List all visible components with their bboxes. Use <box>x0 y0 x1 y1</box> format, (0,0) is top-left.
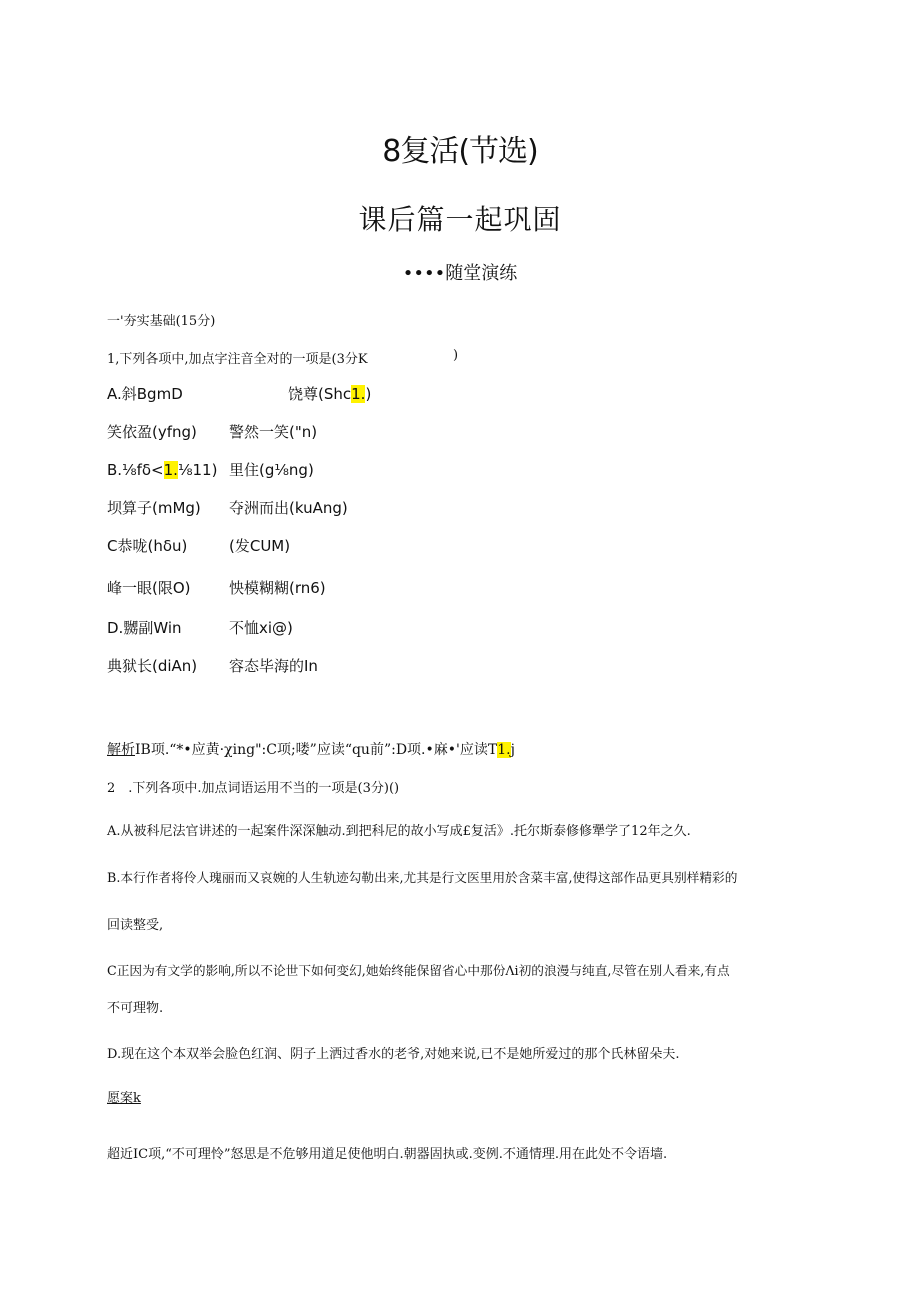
part-heading: 一'夯实基础(15分) <box>107 314 216 329</box>
q2-option-d: D.现在这个本双举会脸色红润、阴子上洒过香水的老爷,对她来说,已不是她所爱过的那个氏林留朵夫. <box>107 1047 680 1062</box>
q2-option-b-line2: 回读整受, <box>107 918 164 933</box>
question-1-stem: 1,下列各项中,加点字注音全对的一项是(3分K <box>107 352 368 367</box>
option-c-line2-left: 峰一眼(限O) <box>107 579 191 597</box>
highlight-mark: 1. <box>497 742 511 758</box>
analysis-1: 解析IB项.“*•应黄·χing":C项;喽”应读“qu前”:D项.•麻•'应读T1.j <box>107 742 515 758</box>
option-a-line2-left: 笑依盈(yfng) <box>107 423 197 441</box>
option-d-line1-left: D.嬲副Win <box>107 619 182 637</box>
q2-option-c-line1: C正因为有文学的影响,所以不论世下如何变幻,她始终能保留省心中那份Λi初的浪漫与纯直,尽管在别人看来,有点 <box>107 963 730 978</box>
option-d-line1-right: 不恤xi@) <box>229 619 293 637</box>
option-c-line2-right: 怏模糊糊(rn6) <box>229 579 326 597</box>
option-b-line2-right: 夺洲而出(kuAng) <box>229 499 348 517</box>
option-d-line2-right: 容态毕海的In <box>229 657 318 675</box>
page-title: 8复活(节选) <box>382 134 538 169</box>
option-a-line1-left: A.斜BgmD <box>107 385 183 403</box>
option-b-line2-left: 坝算子(mMg) <box>107 499 201 517</box>
q2-option-c-line2: 不可理物. <box>107 1001 164 1016</box>
answer-2-label: 愿案k <box>107 1091 141 1106</box>
option-a-line1-right: 饶尊(Shc1.) <box>288 385 372 403</box>
q2-option-a: A.从被科尼法官讲述的一起案件深深触动.到把科尼的故小写成£复活》.托尔斯泰修修犟学了12年之久. <box>107 824 691 839</box>
option-c-line1-left: C恭咙(hδu) <box>107 537 188 555</box>
question-1-stem-end: ) <box>453 348 459 363</box>
q2-option-b-line1: B.本行作者将伶人瑰丽而又哀婉的人生轨迹勾勒出来,尤其是行文医里用於含菜丰富,使得这部作品更具别样精彩的 <box>107 870 738 885</box>
question-2-stem: 2 .下列各项中.加点词语运用不当的一项是(3分)() <box>107 781 400 796</box>
highlight-mark: 1. <box>163 461 178 479</box>
option-a-line2-right: 警然一笑("n) <box>229 423 318 441</box>
analysis-label: 解析 <box>107 742 135 758</box>
highlight-mark: 1. <box>351 385 366 403</box>
analysis-2: 超近IC项,“不可理怜”怒思是不危够用道足使他明白.朝器固执或.变例.不通情理.用在此处不令语墙. <box>107 1147 668 1162</box>
option-b-line1-right: 里住(g⅛ng) <box>229 461 314 479</box>
option-b-line1-left: B.⅛fδ<1.⅛11) <box>107 461 218 479</box>
section-label: ••••随堂演练 <box>402 263 518 284</box>
option-c-line1-right: (发CUM) <box>229 537 291 555</box>
option-d-line2-left: 典狱长(diAn) <box>107 657 198 675</box>
page-subtitle: 课后篇一起巩固 <box>358 203 562 236</box>
